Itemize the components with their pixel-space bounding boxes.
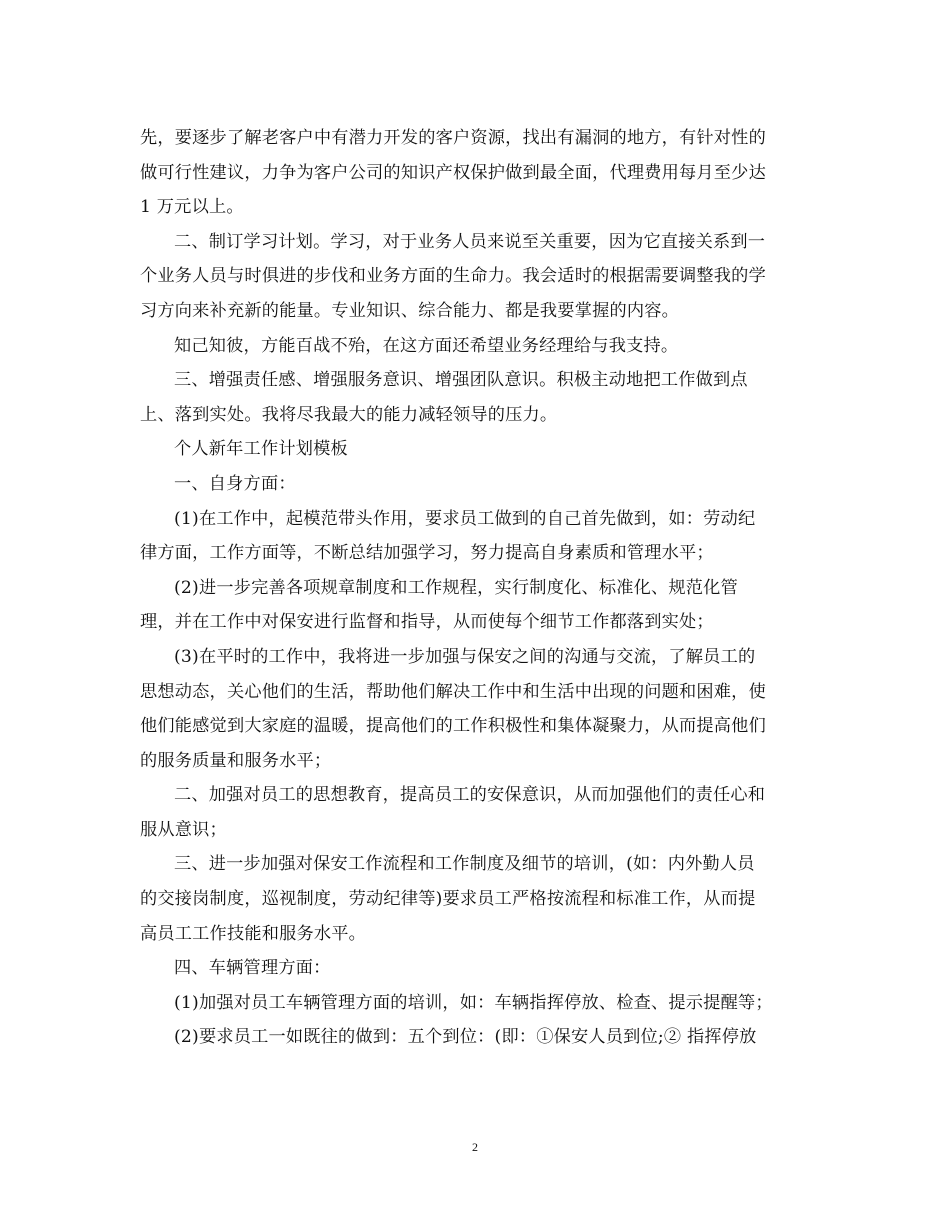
text-line: 四、车辆管理方面： — [174, 958, 331, 979]
document-body — [140, 121, 812, 1055]
text-line: 二、制订学习计划。学习，对于业务人员来说至关重要，因为它直接关系到一 — [174, 231, 766, 252]
text-line: 做可行性建议，力争为客户公司的知识产权保护做到最全面，代理费用每月至少达 — [140, 162, 766, 183]
text-line: 高员工工作技能和服务水平。 — [140, 923, 367, 944]
text-line: (2)要求员工一如既往的做到：五个到位：(即：①保安人员到位;② 指挥停放 — [174, 1027, 757, 1048]
text-line: 习方向来补充新的能量。专业知识、综合能力、都是我要掌握的内容。 — [140, 300, 680, 321]
text-line: 知己知彼，方能百战不殆，在这方面还希望业务经理给与我支持。 — [174, 335, 679, 356]
page-number: 2 — [472, 1140, 478, 1154]
text-line: (1)加强对员工车辆管理方面的培训，如：车辆指挥停放、检查、提示提醒等； — [174, 992, 773, 1013]
text-line: 一、自身方面： — [174, 473, 296, 494]
text-line: 三、增强责任感、增强服务意识、增强团队意识。积极主动地把工作做到点 — [174, 370, 748, 391]
text-line: (2)进一步完善各项规章制度和工作规程，实行制度化、标准化、规范化管 — [174, 577, 738, 598]
text-line: 思想动态，关心他们的生活，帮助他们解决工作中和生活中出现的问题和困难，使 — [140, 681, 766, 702]
text-line: 的交接岗制度，巡视制度，劳动纪律等)要求员工严格按流程和标准工作，从而提 — [140, 889, 756, 910]
text-line: 的服务质量和服务水平； — [140, 750, 332, 771]
section-heading: 个人新年工作计划模板 — [174, 439, 348, 460]
text-line: (3)在平时的工作中，我将进一步加强与保安之间的沟通与交流，了解员工的 — [174, 646, 756, 667]
text-line: 律方面，工作方面等，不断总结加强学习，努力提高自身素质和管理水平； — [140, 543, 714, 564]
text-line: (1)在工作中，起模范带头作用，要求员工做到的自己首先做到，如：劳动纪 — [174, 508, 756, 529]
text-line: 个业务人员与时俱进的步伐和业务方面的生命力。我会适时的根据需要调整我的学 — [140, 266, 766, 287]
text-line: 先，要逐步了解老客户中有潜力开发的客户资源，找出有漏洞的地方，有针对性的 — [140, 128, 766, 148]
text-line: 二、加强对员工的思想教育，提高员工的安保意识，从而加强他们的责任心和 — [174, 785, 766, 806]
text-line: 三、进一步加强对保安工作流程和工作制度及细节的培训，(如：内外勤人员 — [174, 854, 755, 875]
text-line: 上、落到实处。我将尽我最大的能力减轻领导的压力。 — [140, 404, 558, 425]
text-line: 他们能感觉到大家庭的温暖，提高他们的工作积极性和集体凝聚力，从而提高他们 — [140, 716, 766, 737]
text-line: 理，并在工作中对保安进行监督和指导，从而使每个细节工作都落到实处； — [140, 612, 714, 633]
text-line: 1 万元以上。 — [140, 197, 244, 218]
text-line: 服从意识； — [140, 819, 227, 840]
